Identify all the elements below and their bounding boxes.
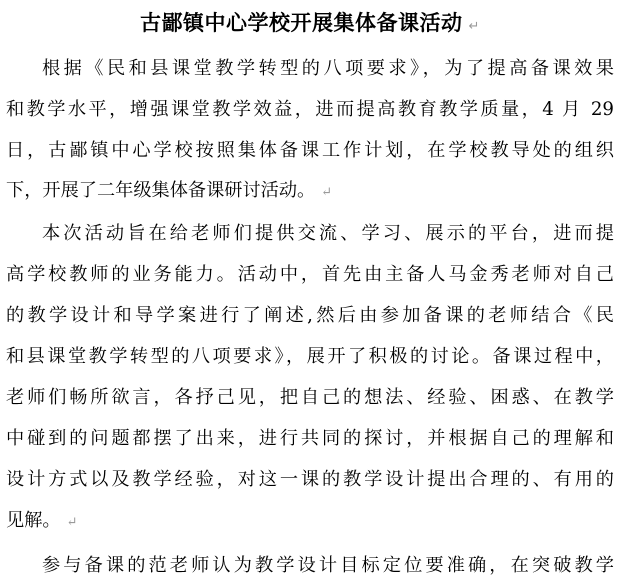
paragraph-mark-icon: ↵ <box>321 185 333 200</box>
text-line: 的教学设计和导学案进行了阐述,然后由参加备课的老师结合《民 <box>6 305 614 326</box>
text-line-end <box>6 170 614 211</box>
text-line: 参与备课的范老师认为教学设计目标定位要准确，在突破教学 <box>42 555 614 576</box>
text-line: 根据《民和县课堂教学转型的八项要求》，为了提高备课效果 <box>42 58 614 79</box>
document-title-line <box>0 8 620 42</box>
paragraph-mark-icon: ↵ <box>66 515 78 530</box>
text-line-end <box>6 500 614 541</box>
text-line: 和县课堂教学转型的八项要求》，展开了积极的讨论。备课过程中， <box>6 346 614 367</box>
text-line: 见解。 <box>6 510 61 531</box>
text-line: 日，古鄙镇中心学校按照集体备课工作计划，在学校教导处的组织 <box>6 140 614 161</box>
document-title: 古鄙镇中心学校开展集体备课活动 <box>140 11 463 35</box>
text-line: 老师们畅所欲言，各抒己见，把自己的想法、经验、困惑、在教学 <box>6 387 614 408</box>
text-line: 和教学水平，增强课堂教学效益，进而提高教育教学质量，4 月 29 <box>6 99 614 120</box>
text-line: 高学校教师的业务能力。活动中，首先由主备人马金秀老师对自己 <box>6 264 614 285</box>
text-line: 中碰到的问题都摆了出来，进行共同的探讨，并根据自己的理解和 <box>6 428 614 449</box>
text-line: 下，开展了二年级集体备课研讨活动。 <box>6 180 316 201</box>
text-line: 本次活动旨在给老师们提供交流、学习、展示的平台，进而提 <box>42 223 614 244</box>
paragraph-mark-icon: ↵ <box>468 19 480 34</box>
text-line: 设计方式以及教学经验，对这一课的教学设计提出合理的、有用的 <box>6 469 614 490</box>
